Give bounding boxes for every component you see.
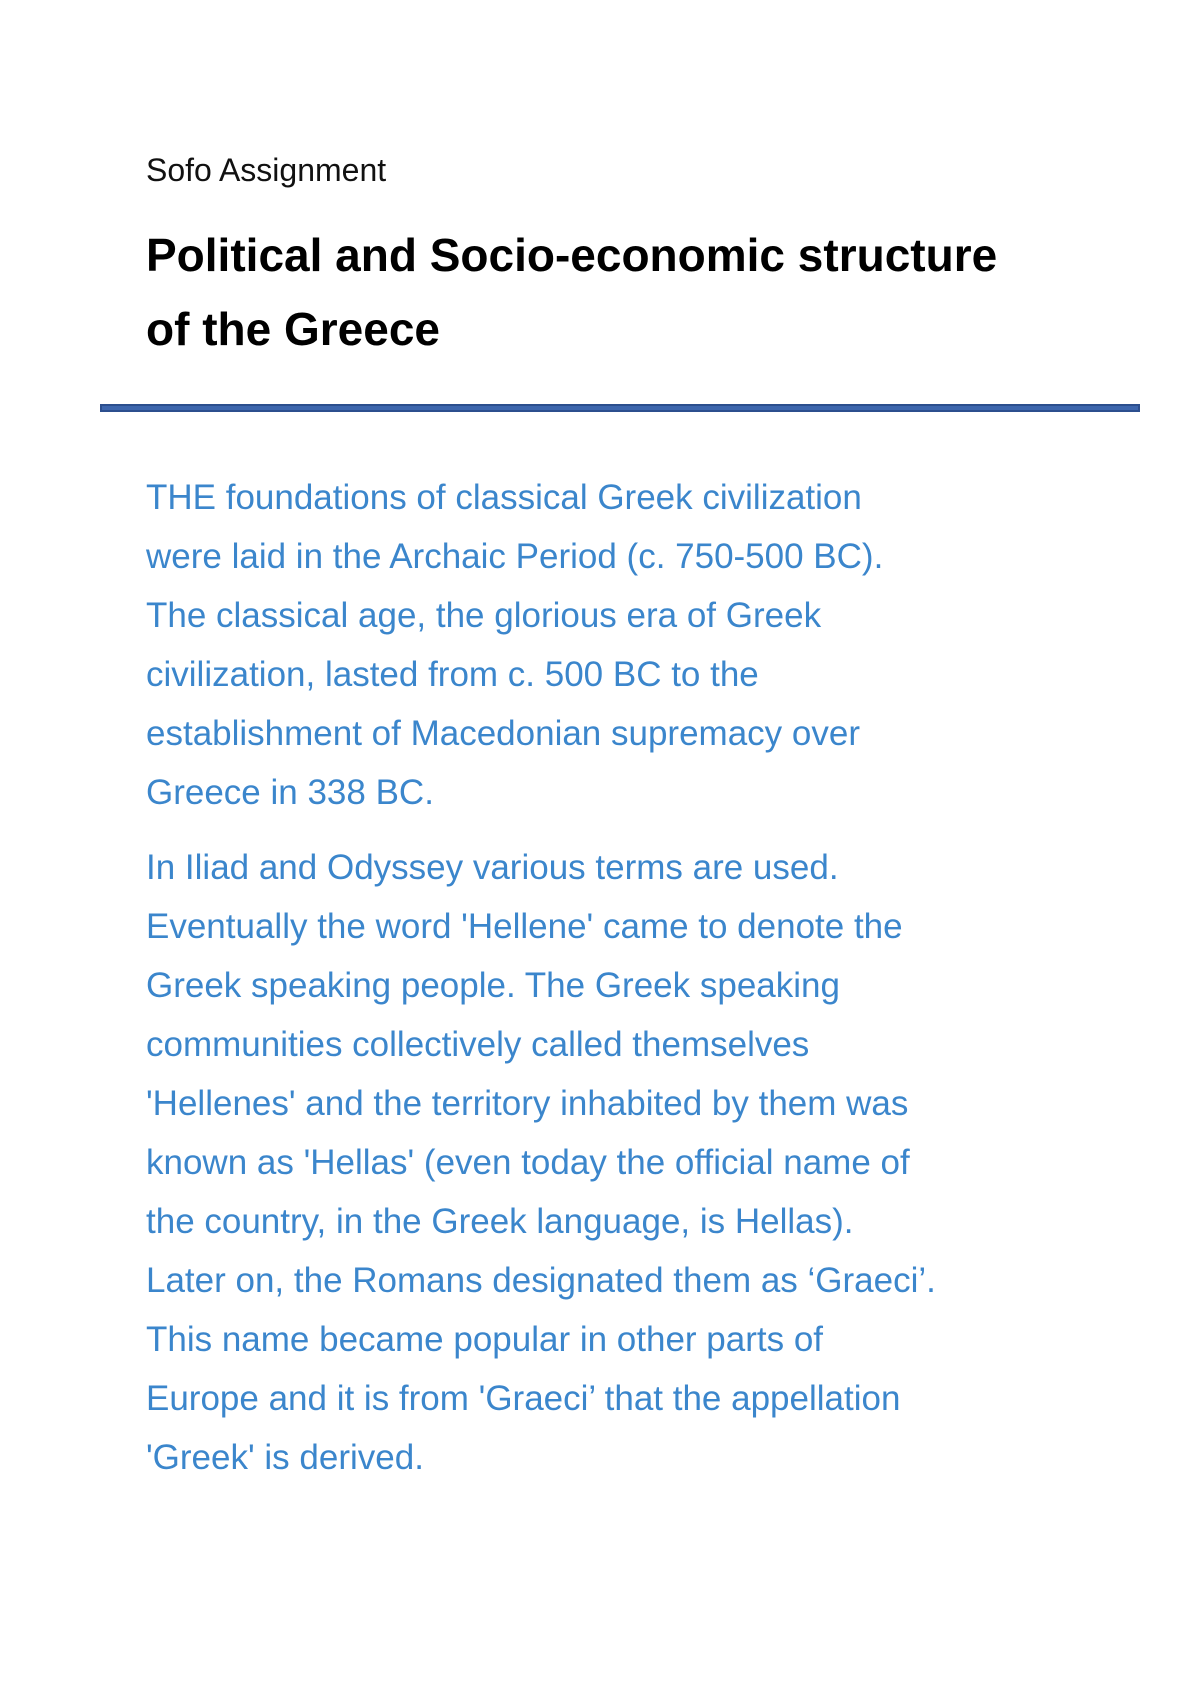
document-label: Sofo Assignment [146,152,387,188]
title-line: of the Greece [146,303,440,355]
text-line: establishment of Macedonian supremacy over [146,714,860,753]
document-body [146,468,1081,1503]
paragraph-1 [146,468,1081,822]
text-line: Greece in 338 BC. [146,773,434,812]
text-line: were laid in the Archaic Period (c. 750-500 BC). [146,537,884,576]
text-line: Later on, the Romans designated them as ‘Graeci’. [146,1261,936,1300]
text-line: 'Greek' is derived. [146,1438,424,1477]
text-line: the country, in the Greek language, is Hellas). [146,1202,854,1241]
text-line: communities collectively called themselves [146,1025,810,1064]
text-line: civilization, lasted from c. 500 BC to the [146,655,759,694]
text-line: Eventually the word 'Hellene' came to denote the [146,907,903,946]
text-line: Greek speaking people. The Greek speaking [146,966,840,1005]
paragraph-2 [146,838,1081,1487]
text-line: known as 'Hellas' (even today the official name of [146,1143,910,1182]
text-line: 'Hellenes' and the territory inhabited by them was [146,1084,909,1123]
text-line: THE foundations of classical Greek civilization [146,478,862,517]
text-line: Europe and it is from 'Graeci’ that the appellation [146,1379,901,1418]
text-line: The classical age, the glorious era of Greek [146,596,822,635]
title-line: Political and Socio-economic structure [146,229,998,281]
document-title [146,218,1086,366]
text-line: This name became popular in other parts of [146,1320,824,1359]
title-divider [100,404,1140,412]
text-line: In Iliad and Odyssey various terms are used. [146,848,839,887]
